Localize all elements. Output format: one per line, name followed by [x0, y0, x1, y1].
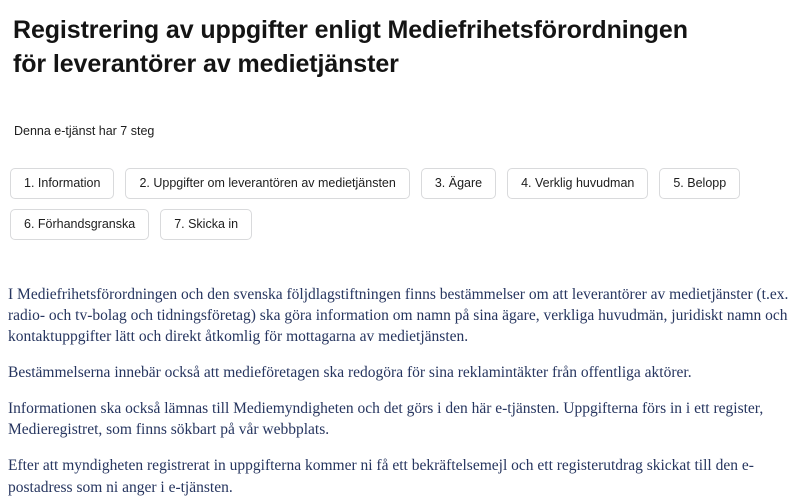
body-paragraph-3: Informationen ska också lämnas till Mediemyndigheten och det görs i den här e-tjänsten. Uppgifterna förs in i ett register, Medieregistret, som finns sökbart på vår webbplats. — [8, 400, 764, 439]
step-chip-6[interactable]: 6. Förhandsgranska — [10, 209, 149, 240]
body-paragraph-1: I Mediefrihetsförordningen och den svenska följdlagstiftningen finns bestämmelser om att leverantörer av medietjänster (t.ex. radio- och tv-bolag och tidningsföretag) ska göra information om namn på sina ägare, verkliga huvudmän, juridiskt namn och kontaktuppgifter lätt och direkt åtkomlig för mottagarna av medietjänsten. — [8, 286, 789, 346]
step-chip-7[interactable]: 7. Skicka in — [160, 209, 252, 240]
step-list — [10, 168, 790, 240]
page-title: Registrering av uppgifter enligt Mediefrihetsförordningen för leverantörer av medietjänster — [13, 16, 688, 78]
body-content — [8, 284, 792, 498]
step-chip-3[interactable]: 3. Ägare — [421, 168, 496, 199]
body-paragraph-4: Efter att myndigheten registrerat in uppgifterna kommer ni få ett bekräftelsemejl och ett registerutdrag skickat till den e-postadress som ni anger i e-tjänsten. — [8, 457, 754, 496]
step-chip-4[interactable]: 4. Verklig huvudman — [507, 168, 648, 199]
step-chip-2[interactable]: 2. Uppgifter om leverantören av medietjänsten — [125, 168, 409, 199]
body-paragraph-2: Bestämmelserna innebär också att medieföretagen ska redogöra för sina reklamintäkter från offentliga aktörer. — [8, 364, 692, 382]
step-chip-1[interactable]: 1. Information — [10, 168, 114, 199]
step-chip-5[interactable]: 5. Belopp — [659, 168, 740, 199]
steps-intro-text: Denna e-tjänst har 7 steg — [14, 124, 155, 138]
